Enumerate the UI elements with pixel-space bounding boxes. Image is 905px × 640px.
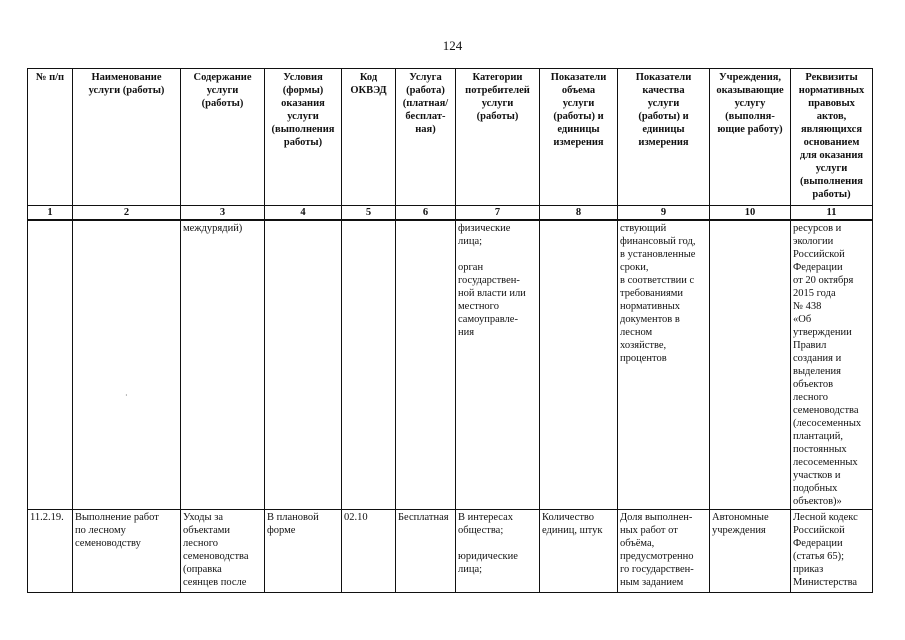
header-cell-service-name: Наименование услуги (работы) — [73, 69, 181, 206]
table-cell: Автономные учреждения — [710, 510, 791, 593]
table-cell: Бесплатная — [396, 510, 456, 593]
header-cell-legal-acts: Реквизиты нормативных правовых актов, являющихся основанием для оказания услуги (выполнения работы) — [791, 69, 873, 206]
column-number: 5 — [342, 206, 396, 221]
header-cell-institutions: Учреждения, оказывающие услугу (выполня- ющие работу) — [710, 69, 791, 206]
header-row — [28, 69, 873, 206]
column-number: 6 — [396, 206, 456, 221]
header-cell-paid-free: Услуга (работа) (платная/ бесплат- ная) — [396, 69, 456, 206]
table-cell: Выполнение работ по лесному семеноводству — [73, 510, 181, 593]
header-cell-quality: Показатели качества услуги (работы) и единицы измерения — [618, 69, 710, 206]
table-cell: 11.2.19. — [28, 510, 73, 593]
table-cell: междурядий) — [181, 220, 265, 510]
table-cell: Количество единиц, штук — [540, 510, 618, 593]
table-cell: Доля выполнен- ных работ от объёма, предусмотренно го государствен- ным заданием — [618, 510, 710, 593]
column-number: 11 — [791, 206, 873, 221]
column-number: 10 — [710, 206, 791, 221]
scan-speck: · — [125, 391, 128, 400]
table-cell — [540, 220, 618, 510]
services-table — [27, 68, 873, 593]
header-cell-consumers: Категории потребителей услуги (работы) — [456, 69, 540, 206]
table-cell: ствующий финансовый год, в установленные сроки, в соответствии с требованиями нормативных документов в лесном хозяйстве, процентов — [618, 220, 710, 510]
column-number: 7 — [456, 206, 540, 221]
column-number: 9 — [618, 206, 710, 221]
continuation-row — [28, 220, 873, 510]
table-cell — [73, 220, 181, 510]
table-row — [28, 510, 873, 593]
table-cell — [710, 220, 791, 510]
header-cell-volume: Показатели объема услуги (работы) и единицы измерения — [540, 69, 618, 206]
header-cell-number: № п/п — [28, 69, 73, 206]
table-cell: 02.10 — [342, 510, 396, 593]
table-cell: В интересах общества; юридические лица; — [456, 510, 540, 593]
table-cell: физические лица; орган государствен- ной власти или местного самоуправле- ния — [456, 220, 540, 510]
column-number: 8 — [540, 206, 618, 221]
column-number: 1 — [28, 206, 73, 221]
table-cell — [342, 220, 396, 510]
column-number-row — [28, 206, 873, 221]
column-number: 3 — [181, 206, 265, 221]
table-cell — [28, 220, 73, 510]
table-cell: Уходы за объектами лесного семеноводства (оправка сеянцев после — [181, 510, 265, 593]
column-number: 2 — [73, 206, 181, 221]
table-cell: В плановой форме — [265, 510, 342, 593]
table-cell: Лесной кодекс Российской Федерации (статья 65); приказ Министерства — [791, 510, 873, 593]
table-cell — [396, 220, 456, 510]
table-cell: ресурсов и экологии Российской Федерации от 20 октября 2015 года № 438 «Об утверждении Правил создания и выделения объектов лесного семеноводства (лесосеменных плантаций, постоянных лесосеменных участков и подобных объектов)» — [791, 220, 873, 510]
table-cell — [265, 220, 342, 510]
header-cell-conditions: Условия (формы) оказания услуги (выполнения работы) — [265, 69, 342, 206]
page-number: 124 — [442, 38, 463, 53]
header-cell-okved: Код ОКВЭД — [342, 69, 396, 206]
column-number: 4 — [265, 206, 342, 221]
header-cell-content: Содержание услуги (работы) — [181, 69, 265, 206]
